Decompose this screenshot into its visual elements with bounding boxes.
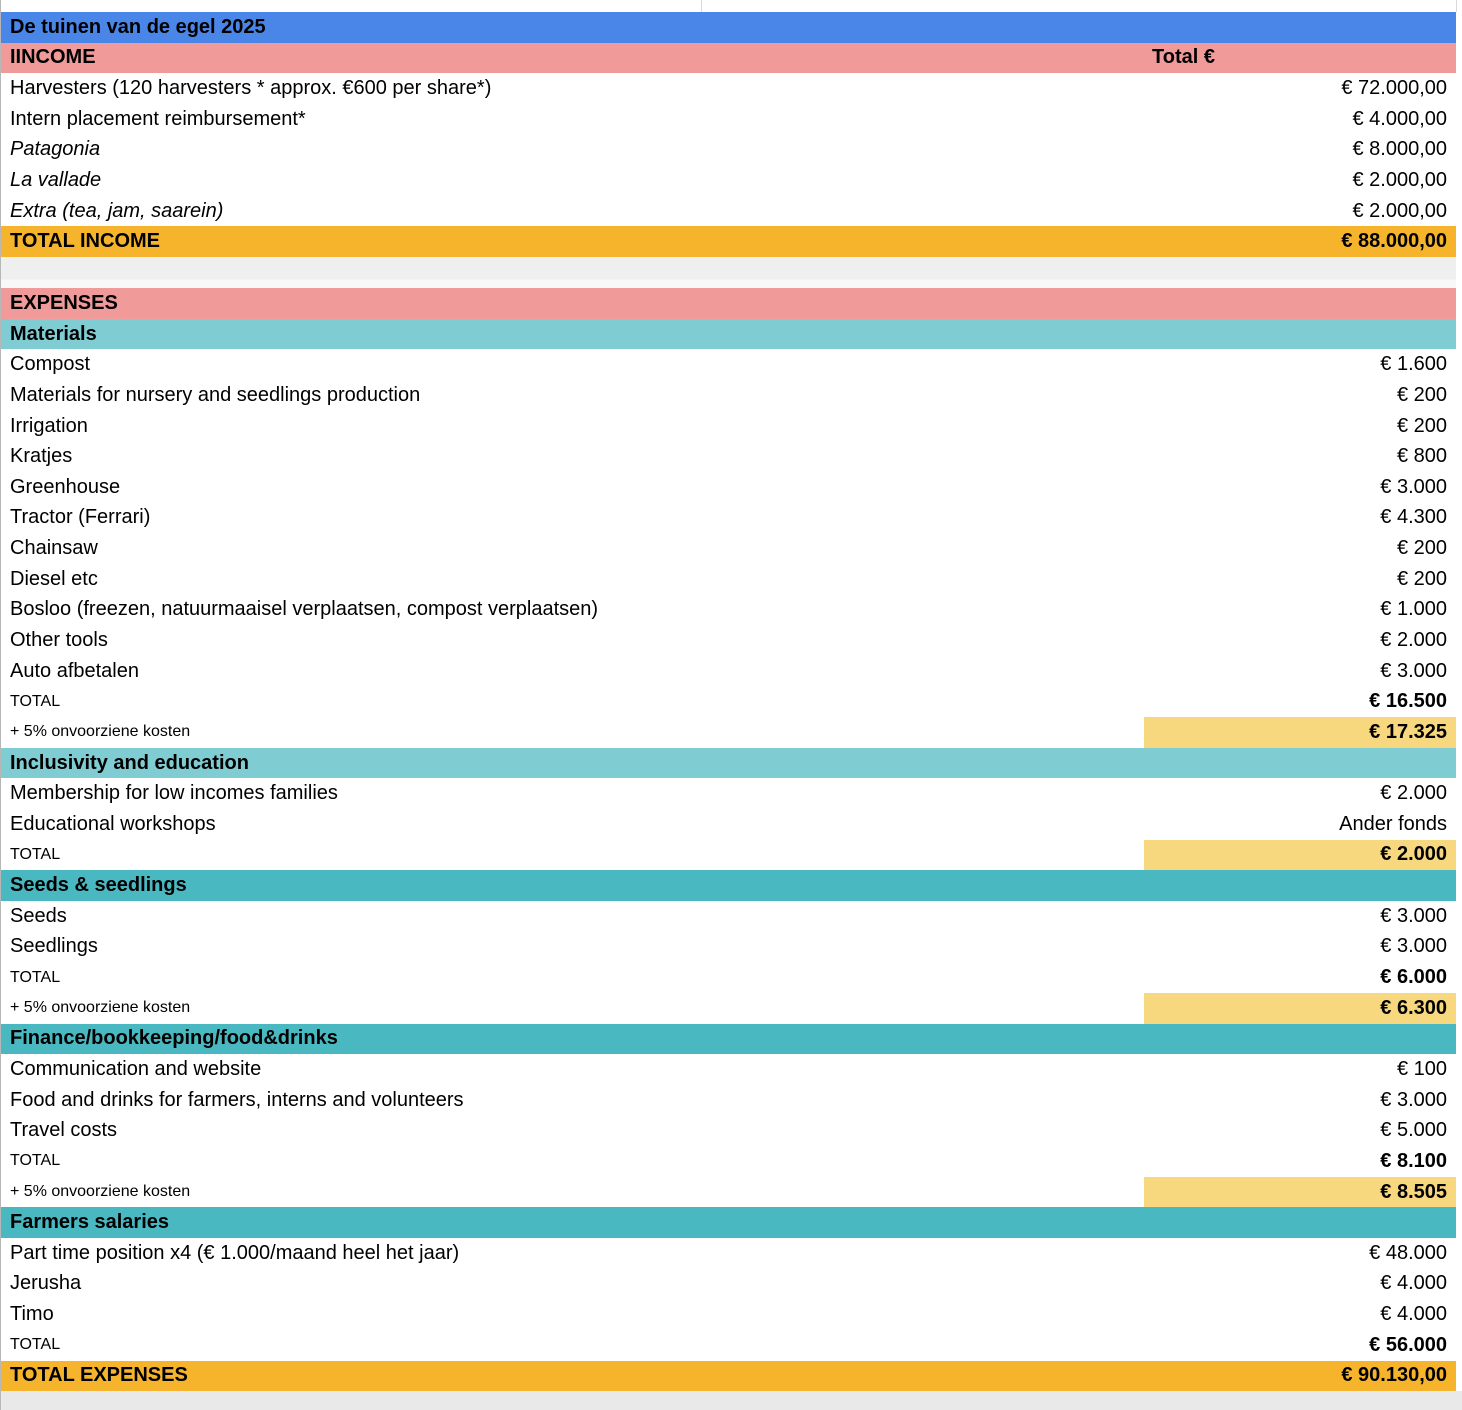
row-label[interactable]: Seedlings	[10, 935, 98, 958]
row-label[interactable]: Kratjes	[10, 445, 73, 468]
section-title[interactable]: Farmers salaries	[10, 1211, 170, 1234]
row-label[interactable]: Seeds	[10, 904, 67, 927]
expense-section-header-row	[1, 1207, 1456, 1238]
row-value[interactable]: € 3.000	[1380, 659, 1447, 682]
summary-row	[1, 962, 1456, 993]
row-value[interactable]: € 5.000	[1380, 1119, 1447, 1142]
summary-value[interactable]: € 2.000	[1144, 840, 1456, 871]
row-value[interactable]: € 3.000	[1380, 1088, 1447, 1111]
expense-row	[1, 441, 1456, 472]
summary-label[interactable]: TOTAL	[10, 1336, 61, 1354]
row-label[interactable]: Communication and website	[10, 1057, 262, 1080]
row-value[interactable]: € 72.000,00	[1341, 77, 1447, 100]
row-value[interactable]: € 4.000	[1380, 1272, 1447, 1295]
section-title[interactable]: Inclusivity and education	[10, 751, 249, 774]
row-label[interactable]: Auto afbetalen	[10, 659, 139, 682]
total-expenses-row	[1, 1361, 1456, 1392]
expense-row	[1, 656, 1456, 687]
summary-label[interactable]: TOTAL	[10, 692, 61, 710]
expense-row	[1, 380, 1456, 411]
summary-row	[1, 1146, 1456, 1177]
summary-value[interactable]: € 8.100	[1380, 1149, 1447, 1172]
row-value[interactable]: € 200	[1396, 567, 1447, 590]
row-label[interactable]: Materials for nursery and seedlings production	[10, 383, 421, 406]
row-value[interactable]: € 3.000	[1380, 475, 1447, 498]
bottom-gridline-strip	[1, 1391, 1462, 1410]
expense-row	[1, 472, 1456, 503]
summary-row	[1, 1177, 1456, 1208]
summary-row	[1, 686, 1456, 717]
row-value[interactable]: € 200	[1396, 383, 1447, 406]
expense-section-header-row	[1, 870, 1456, 901]
income-row	[1, 135, 1456, 166]
expense-row	[1, 1269, 1456, 1300]
income-row	[1, 165, 1456, 196]
row-value[interactable]: € 48.000	[1369, 1241, 1447, 1264]
summary-value[interactable]: € 16.500	[1369, 690, 1447, 713]
row-value[interactable]: € 1.600	[1380, 353, 1447, 376]
row-label[interactable]: Timo	[10, 1303, 54, 1326]
expense-row	[1, 1054, 1456, 1085]
income-header-row	[1, 43, 1456, 74]
section-title[interactable]: Materials	[10, 322, 97, 345]
row-label[interactable]: Part time position x4 (€ 1.000/maand heel het jaar)	[10, 1241, 460, 1264]
row-label[interactable]: La vallade	[10, 169, 102, 192]
row-label[interactable]: Diesel etc	[10, 567, 98, 590]
summary-label[interactable]: TOTAL	[10, 968, 61, 986]
total-expenses-value[interactable]: € 90.130,00	[1341, 1364, 1447, 1387]
income-row	[1, 104, 1456, 135]
expense-row	[1, 901, 1456, 932]
row-value[interactable]: € 200	[1396, 414, 1447, 437]
row-label[interactable]: Other tools	[10, 628, 108, 651]
column-gridline	[1456, 0, 1457, 12]
section-title[interactable]: Finance/bookkeeping/food&drinks	[10, 1027, 338, 1050]
expense-section-header-row	[1, 319, 1456, 350]
expense-row	[1, 411, 1456, 442]
total-income-label[interactable]: TOTAL INCOME	[10, 230, 160, 253]
summary-label[interactable]: + 5% onvoorziene kosten	[10, 999, 191, 1017]
top-gridline-strip	[1, 0, 1462, 12]
total-column-header[interactable]: Total €	[1152, 46, 1215, 69]
expense-row	[1, 595, 1456, 626]
expense-row	[1, 1085, 1456, 1116]
row-value[interactable]: € 4.000	[1380, 1303, 1447, 1326]
row-value[interactable]: € 2.000,00	[1352, 199, 1447, 222]
row-label[interactable]: Intern placement reimbursement*	[10, 107, 306, 130]
row-label[interactable]: Irrigation	[10, 414, 88, 437]
row-label[interactable]: Membership for low incomes families	[10, 782, 338, 805]
summary-row	[1, 993, 1456, 1024]
total-expenses-label[interactable]: TOTAL EXPENSES	[10, 1364, 188, 1387]
expense-row	[1, 778, 1456, 809]
income-header-label[interactable]: IINCOME	[10, 46, 96, 69]
row-label[interactable]: Greenhouse	[10, 475, 121, 498]
expenses-header-row	[1, 288, 1456, 319]
expense-row	[1, 533, 1456, 564]
total-income-value[interactable]: € 88.000,00	[1341, 230, 1447, 253]
row-value[interactable]: € 8.000,00	[1352, 138, 1447, 161]
expense-section-header-row	[1, 748, 1456, 779]
row-value[interactable]: € 800	[1396, 445, 1447, 468]
row-value[interactable]: € 2.000	[1380, 782, 1447, 805]
expense-row	[1, 1238, 1456, 1269]
row-label[interactable]: Jerusha	[10, 1272, 82, 1295]
column-gridline	[701, 0, 702, 12]
expense-row	[1, 1299, 1456, 1330]
expense-row	[1, 349, 1456, 380]
sheet-title[interactable]: De tuinen van de egel 2025	[10, 15, 266, 38]
row-value[interactable]: € 200	[1396, 537, 1447, 560]
row-value[interactable]: € 1.000	[1380, 598, 1447, 621]
section-title[interactable]: Seeds & seedlings	[10, 874, 187, 897]
summary-value[interactable]: € 6.000	[1380, 966, 1447, 989]
row-value[interactable]: € 4.000,00	[1352, 107, 1447, 130]
row-label[interactable]: Chainsaw	[10, 537, 98, 560]
empty-rows-gap	[1, 257, 1456, 288]
expense-row	[1, 932, 1456, 963]
row-label[interactable]: Food and drinks for farmers, interns and volunteers	[10, 1088, 464, 1111]
row-label[interactable]: Extra (tea, jam, saarein)	[10, 199, 224, 222]
expense-row	[1, 564, 1456, 595]
summary-label[interactable]: + 5% onvoorziene kosten	[10, 1183, 191, 1201]
row-value[interactable]: € 2.000	[1380, 628, 1447, 651]
summary-value[interactable]: € 17.325	[1144, 717, 1456, 748]
summary-label[interactable]: TOTAL	[10, 845, 61, 863]
summary-label[interactable]: TOTAL	[10, 1152, 61, 1170]
row-label[interactable]: Harvesters (120 harvesters * approx. €600 per share*)	[10, 77, 492, 100]
row-value[interactable]: € 4.300	[1380, 506, 1447, 529]
row-label[interactable]: Travel costs	[10, 1119, 118, 1142]
expense-row	[1, 1115, 1456, 1146]
total-income-row	[1, 226, 1456, 257]
income-row	[1, 73, 1456, 104]
row-value[interactable]: € 100	[1396, 1057, 1447, 1080]
row-value[interactable]: € 3.000	[1380, 935, 1447, 958]
row-label[interactable]: Bosloo (freezen, natuurmaaisel verplaatsen, compost verplaatsen)	[10, 598, 599, 621]
row-label[interactable]: Tractor (Ferrari)	[10, 506, 151, 529]
expense-section-header-row	[1, 1024, 1456, 1055]
summary-row	[1, 1330, 1456, 1361]
summary-value[interactable]: € 8.505	[1144, 1177, 1456, 1208]
row-value[interactable]: € 2.000,00	[1352, 169, 1447, 192]
expense-row	[1, 809, 1456, 840]
summary-value[interactable]: € 56.000	[1369, 1333, 1447, 1356]
sheet-title-row	[1, 12, 1456, 43]
summary-row	[1, 717, 1456, 748]
expenses-header-label[interactable]: EXPENSES	[10, 291, 118, 314]
income-row	[1, 196, 1456, 227]
row-label[interactable]: Patagonia	[10, 138, 101, 161]
summary-value[interactable]: € 6.300	[1144, 993, 1456, 1024]
summary-row	[1, 840, 1456, 871]
row-value[interactable]: € 3.000	[1380, 904, 1447, 927]
row-label[interactable]: Educational workshops	[10, 812, 216, 835]
summary-label[interactable]: + 5% onvoorziene kosten	[10, 723, 191, 741]
row-label[interactable]: Compost	[10, 353, 91, 376]
row-value[interactable]: Ander fonds	[1339, 812, 1447, 835]
expense-row	[1, 625, 1456, 656]
expense-row	[1, 503, 1456, 534]
